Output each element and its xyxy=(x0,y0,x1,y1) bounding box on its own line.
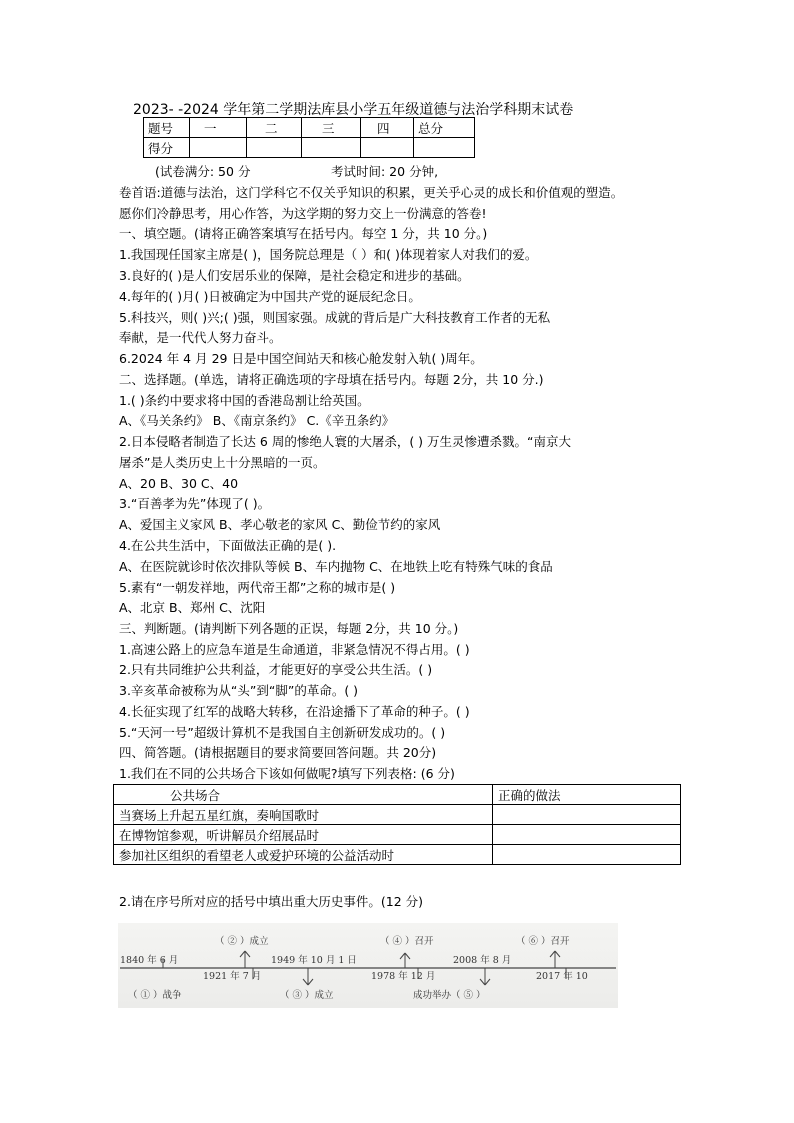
full-score-info: (试卷满分: 50 分 xyxy=(155,164,251,179)
table-row xyxy=(114,845,681,865)
choice-question: 3.“百善孝为先”体现了( )。 xyxy=(119,496,271,511)
choice-question: 1.( )条约中要求将中国的香港岛割让给英国。 xyxy=(119,393,370,408)
choice-question: 5.素有“一朝发祥地，两代帝王都”之称的城市是( ) xyxy=(119,580,396,595)
public-places-table xyxy=(113,784,681,865)
table-cell-answer[interactable] xyxy=(493,845,681,865)
timeline-top-label: （ ② ）成立 xyxy=(215,936,269,947)
exam-title: 2023- -2024 学年第二学期法库县小学五年级道德与法治学科期末试卷 xyxy=(133,102,574,118)
fill-blank-question: 6.2024 年 4 月 29 日是中国空间站天和核心舱发射入轨( )周年。 xyxy=(119,351,483,366)
score-header-cell: 总分 xyxy=(414,118,475,138)
timeline-top-label: （ ④ ）召开 xyxy=(380,936,434,947)
fill-blank-question: 4.每年的( )月( )日被确定为中国共产党的诞辰纪念日。 xyxy=(119,289,421,304)
section4-heading: 四、简答题。(请根据题目的要求简要回答问题。共 20分) xyxy=(119,745,437,760)
score-header-cell: 四 xyxy=(361,118,414,138)
timeline-date: 2008 年 8 月 xyxy=(453,955,512,966)
choice-question: 4.在公共生活中，下面做法正确的是( ). xyxy=(119,538,337,553)
timeline-top-label: （ ⑥ ）召开 xyxy=(516,936,570,947)
timeline-bottom-label: （ ① ）战争 xyxy=(128,990,182,1001)
table-cell-place: 当赛场上升起五星红旗，奏响国歌时 xyxy=(114,805,493,825)
choice-options: A、在医院就诊时依次排队等候 B、车内抛物 C、在地铁上吃有特殊气味的食品 xyxy=(119,559,553,574)
section1-heading: 一、填空题。(请将正确答案填写在括号内。每空 1 分，共 10 分。) xyxy=(119,226,488,241)
short-answer-question: 2.请在序号所对应的括号中填出重大历史事件。(12 分) xyxy=(119,894,424,909)
timeline-bottom-label: （ ③ ）成立 xyxy=(280,990,334,1001)
table-cell-answer[interactable] xyxy=(493,825,681,845)
score-table xyxy=(143,117,475,158)
score-input-cell[interactable] xyxy=(190,138,247,158)
preface-line: 卷首语:道德与法治，这门学科它不仅关乎知识的积累，更关乎心灵的成长和价值观的塑造。 xyxy=(119,185,624,200)
table-row xyxy=(114,805,681,825)
timeline-date: 1840 年 6 月 xyxy=(120,955,179,966)
score-header-cell: 一 xyxy=(190,118,247,138)
table-cell-place: 在博物馆参观，听讲解员介绍展品时 xyxy=(114,825,493,845)
choice-options: A、北京 B、郑州 C、沈阳 xyxy=(119,600,266,615)
score-header-cell: 题号 xyxy=(144,118,190,138)
score-row-label: 得分 xyxy=(144,138,190,158)
choice-question: 2.日本侵略者制造了长达 6 周的惨绝人寰的大屠杀，( ) 万生灵惨遭杀戮。“南京大 xyxy=(119,434,572,449)
short-answer-question: 1.我们在不同的公共场合下该如何做呢?填写下列表格: (6 分) xyxy=(119,766,455,781)
score-header-cell: 三 xyxy=(302,118,361,138)
preface-line: 愿你们冷静思考，用心作答，为这学期的努力交上一份满意的答卷! xyxy=(119,206,487,221)
fill-blank-question: 奉献，是一代代人努力奋斗。 xyxy=(119,330,282,345)
table-cell-place: 参加社区组织的看望老人或爱护环境的公益活动时 xyxy=(114,845,493,865)
score-input-cell[interactable] xyxy=(302,138,361,158)
choice-options: A、20 B、30 C、40 xyxy=(119,476,239,491)
table-header-cell: 公共场合 xyxy=(114,785,493,805)
section2-heading: 二、选择题。(单选，请将正确选项的字母填在括号内。每题 2分，共 10 分.) xyxy=(119,372,544,387)
timeline-date: 1949 年 10 月 1 日 xyxy=(271,955,357,966)
judge-question: 5.“天河一号”超级计算机不是我国自主创新研发成功的。( ) xyxy=(119,725,446,740)
choice-options: A、爱国主义家风 B、孝心敬老的家风 C、勤俭节约的家风 xyxy=(119,517,441,532)
score-input-cell[interactable] xyxy=(361,138,414,158)
judge-question: 4.长征实现了红军的战略大转移，在沿途播下了革命的种子。( ) xyxy=(119,704,470,719)
table-row xyxy=(114,825,681,845)
fill-blank-question: 3.良好的( )是人们安居乐业的保障，是社会稳定和进步的基础。 xyxy=(119,268,470,283)
timeline-date: 1921 年 7 月 xyxy=(203,971,262,982)
history-timeline-image xyxy=(118,923,618,1008)
timeline-date: 2017 年 10 xyxy=(536,971,588,982)
table-header-cell: 正确的做法 xyxy=(493,785,681,805)
timeline-date: 1978 年 12 月 xyxy=(371,971,436,982)
score-input-cell[interactable] xyxy=(414,138,475,158)
table-cell-answer[interactable] xyxy=(493,805,681,825)
judge-question: 3.辛亥革命被称为从“头”到“脚”的革命。( ) xyxy=(119,683,359,698)
judge-question: 1.高速公路上的应急车道是生命通道，非紧急情况不得占用。( ) xyxy=(119,642,470,657)
section3-heading: 三、判断题。(请判断下列各题的正误，每题 2分，共 10 分。) xyxy=(119,621,459,636)
table-header-row xyxy=(114,785,681,805)
judge-question: 2.只有共同维护公共利益，才能更好的享受公共生活。( ) xyxy=(119,662,433,677)
fill-blank-question: 1.我国现任国家主席是( )，国务院总理是（ ）和( )体现着家人对我们的爱。 xyxy=(119,247,538,262)
fill-blank-question: 5.科技兴，则( )兴;( )强，则国家强。成就的背后是广大科技教育工作者的无私 xyxy=(119,310,551,325)
exam-time-info: 考试时间: 20 分钟, xyxy=(331,164,439,179)
choice-options: A、《马关条约》 B、《南京条约》 C.《辛丑条约》 xyxy=(119,413,395,428)
score-table-header-row xyxy=(144,118,475,138)
choice-question: 屠杀”是人类历史上十分黑暗的一页。 xyxy=(119,455,326,470)
score-input-cell[interactable] xyxy=(247,138,302,158)
timeline-bottom-label: 成功举办（ ⑤ ） xyxy=(413,990,486,1001)
score-header-cell: 二 xyxy=(247,118,302,138)
score-table-score-row xyxy=(144,138,475,158)
